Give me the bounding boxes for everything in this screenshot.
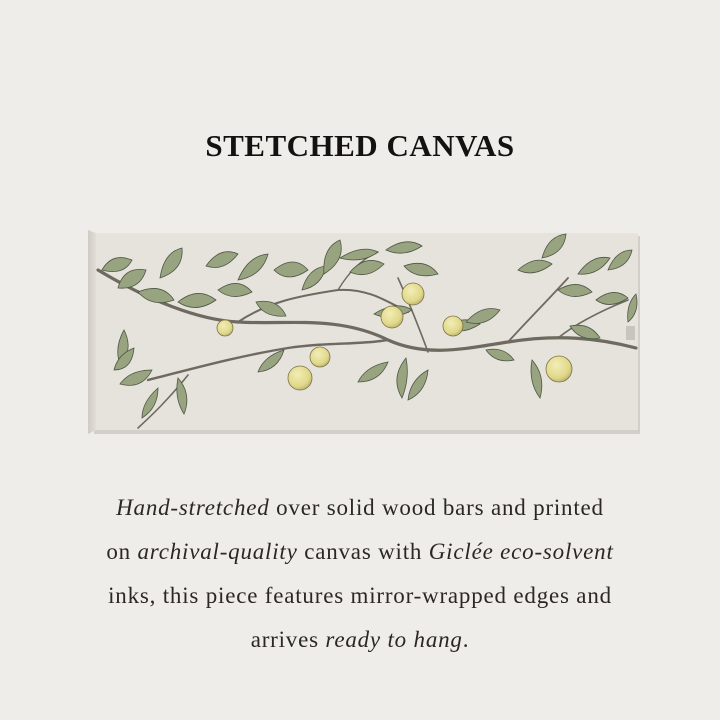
artist-seal <box>626 326 635 340</box>
product-description <box>40 486 680 662</box>
apple <box>288 366 312 390</box>
apple <box>310 347 330 367</box>
apple <box>217 320 233 336</box>
description-line-3: inks, this piece features mirror-wrapped edges and <box>108 583 612 608</box>
page-title: STETCHED CANVAS <box>205 128 515 163</box>
description-line-1: Hand-stretched over solid wood bars and printed <box>116 495 604 520</box>
description-line-4: arrives ready to hang. <box>250 627 470 652</box>
canvas-artwork <box>88 230 640 434</box>
canvas-side-edge <box>88 230 96 434</box>
apple <box>443 316 463 336</box>
apple <box>402 283 424 305</box>
description-line-2: on archival-quality canvas with Giclée eco-solvent <box>106 539 614 564</box>
apple <box>546 356 572 382</box>
apple-branch-illustration <box>88 230 640 434</box>
apple <box>381 306 403 328</box>
